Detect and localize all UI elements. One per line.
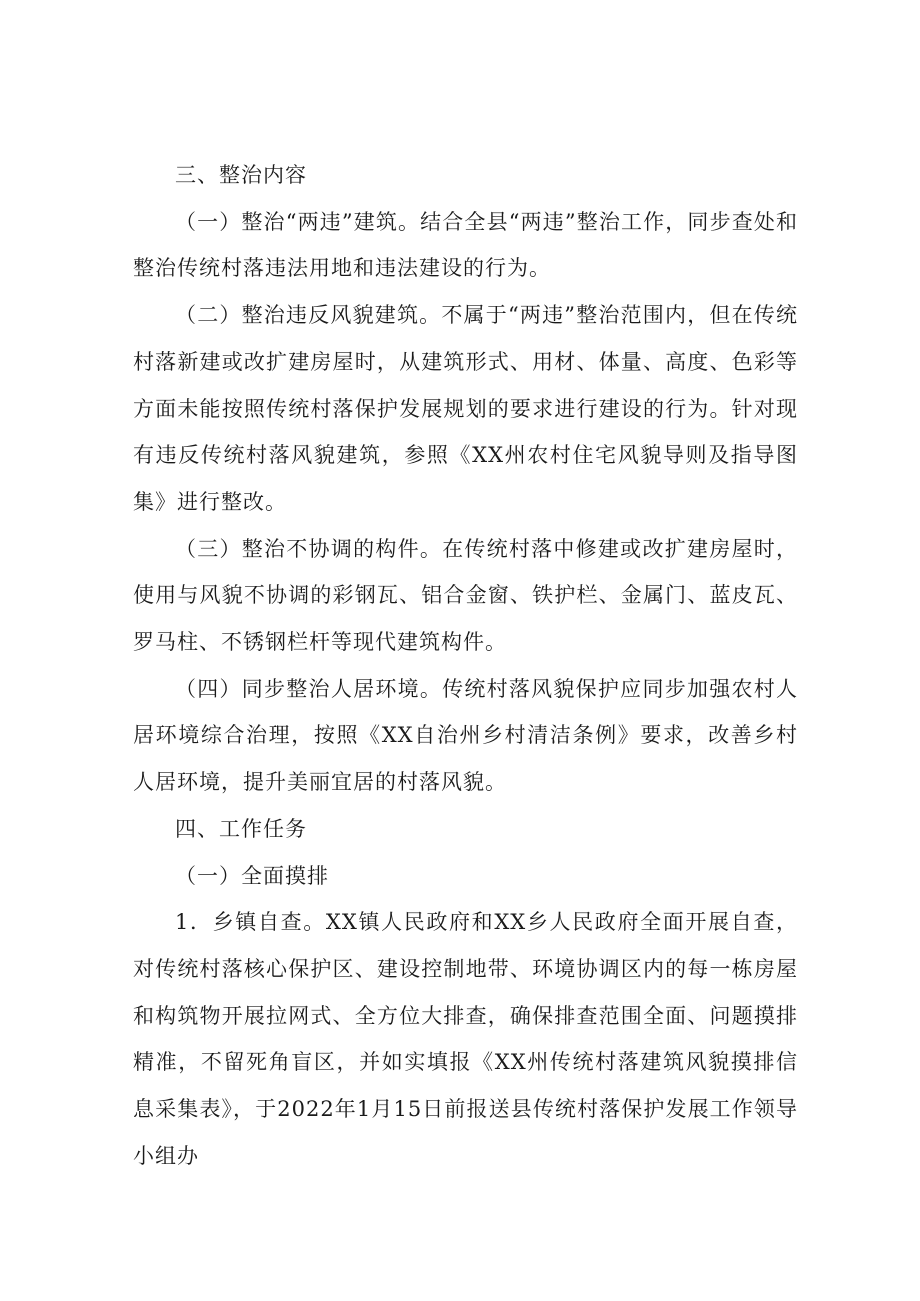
section-heading-4: 四、工作任务 — [175, 816, 307, 841]
paragraph-item-4-1-1: 1．乡镇自查。XX镇人民政府和XX乡人民政府全面开展自查，对传统村落核心保护区、建设控制地带、环境协调区内的每一栋房屋和构筑物开展拉网式、全方位大排查，确保排查范围全面、问题摸排精准，不留死角盲区，并如实填报《XX州传统村落建筑风貌摸排信息采集表》，于2022年1月15日前报送县传统村落保护发展工作领导小组办 — [133, 910, 798, 1168]
paragraph-item-3-2: （二）整治违反风貌建筑。不属于“两违”整治范围内，但在传统村落新建或改扩建房屋时，从建筑形式、用材、体量、高度、色彩等方面未能按照传统村落保护发展规划的要求进行建设的行为。针对现有违反传统村落风貌建筑，参照《XX州农村住宅风貌导则及指导图集》进行整改。 — [133, 303, 798, 514]
document-body — [133, 152, 798, 1179]
paragraph-item-3-4: （四）同步整治人居环境。传统村落风貌保护应同步加强农村人居环境综合治理，按照《XX自治州乡村清洁条例》要求，改善乡村人居环境，提升美丽宜居的村落风貌。 — [133, 676, 798, 795]
subsection-heading-4-1: （一）全面摸排 — [175, 863, 329, 888]
section-heading-3: 三、整治内容 — [175, 163, 307, 187]
paragraph-item-3-1: （一）整治“两违”建筑。结合全县“两违”整治工作，同步查处和整治传统村落违法用地和违法建设的行为。 — [133, 209, 798, 281]
paragraph-item-3-3: （三）整治不协调的构件。在传统村落中修建或改扩建房屋时，使用与风貌不协调的彩钢瓦、铝合金窗、铁护栏、金属门、蓝皮瓦、罗马柱、不锈钢栏杆等现代建筑构件。 — [133, 536, 798, 655]
